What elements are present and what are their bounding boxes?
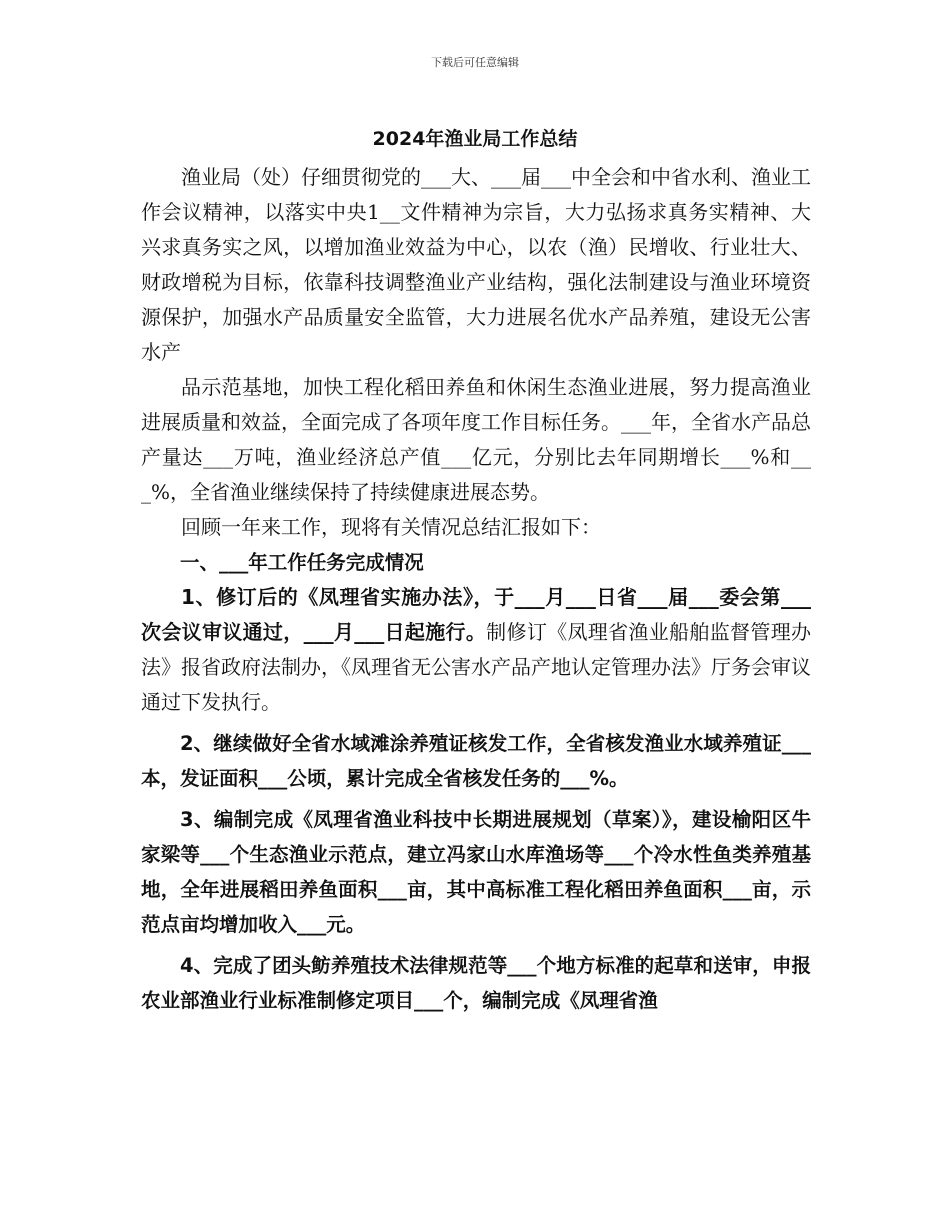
document-body — [141, 160, 811, 1018]
paragraph-item-3: 3、编制完成《凤理省渔业科技中长期进展规划（草案）》，建设榆阳区牛家梁等___个生态渔业示范点，建立冯家山水库渔场等___个冷水性鱼类养殖基地，全年进展稻田养鱼面积___亩，其中高标准工程化稻田养鱼面积___亩，示范点亩均增加收入___元。 — [141, 808, 811, 936]
paragraph-item-1 — [141, 580, 811, 720]
item-1-regular-text: 制修订《凤理省渔业船舶监督管理办法》报省政府法制办，《凤理省无公害水产品产地认定管理办法》厅务会审议通过下发执行。 — [141, 620, 812, 714]
paragraph-summary: 品示范基地，加快工程化稻田养鱼和休闲生态渔业进展，努力提高渔业进展质量和效益，全面完成了各项年度工作目标任务。___年，全省水产品总产量达___万吨，渔业经济总产值___亿元，分别比去年同期增长___%和___%，全省渔业继续保持了持续健康进展态势。 — [141, 375, 811, 504]
paragraph-intro: 渔业局（处）仔细贯彻党的___大、___届___中全会和中省水利、渔业工作会议精神，以落实中央1__文件精神为宗旨，大力弘扬求真务实精神、大兴求真务实之风，以增加渔业效益为中心，以农（渔）民增收、行业壮大、财政增税为目标，依靠科技调整渔业产业结构，强化法制建设与渔业环境资源保护，加强水产品质量安全监管，大力进展名优水产品养殖，建设无公害水产 — [141, 165, 811, 364]
item-1-bold-text: 1、修订后的《凤理省实施办法》，于___月___日省___届___委会第___次会议审议通过，___月___日起施行。 — [141, 585, 811, 644]
paragraph-item-4: 4、完成了团头鲂养殖技术法律规范等___个地方标准的起草和送审，申报农业部渔业行业标准制修定项目___个，编制完成《凤理省渔 — [141, 954, 811, 1012]
document-title: 2024年渔业局工作总结 — [372, 128, 578, 150]
page-header: 下载后可任意编辑 — [431, 56, 519, 69]
section-heading-1: 一、___年工作任务完成情况 — [180, 551, 424, 574]
paragraph-item-2: 2、继续做好全省水域滩涂养殖证核发工作，全省核发渔业水域养殖证___本，发证面积___公顷，累计完成全省核发任务的___%。 — [141, 732, 811, 790]
paragraph-review: 回顾一年来工作，现将有关情况总结汇报如下： — [181, 515, 601, 539]
